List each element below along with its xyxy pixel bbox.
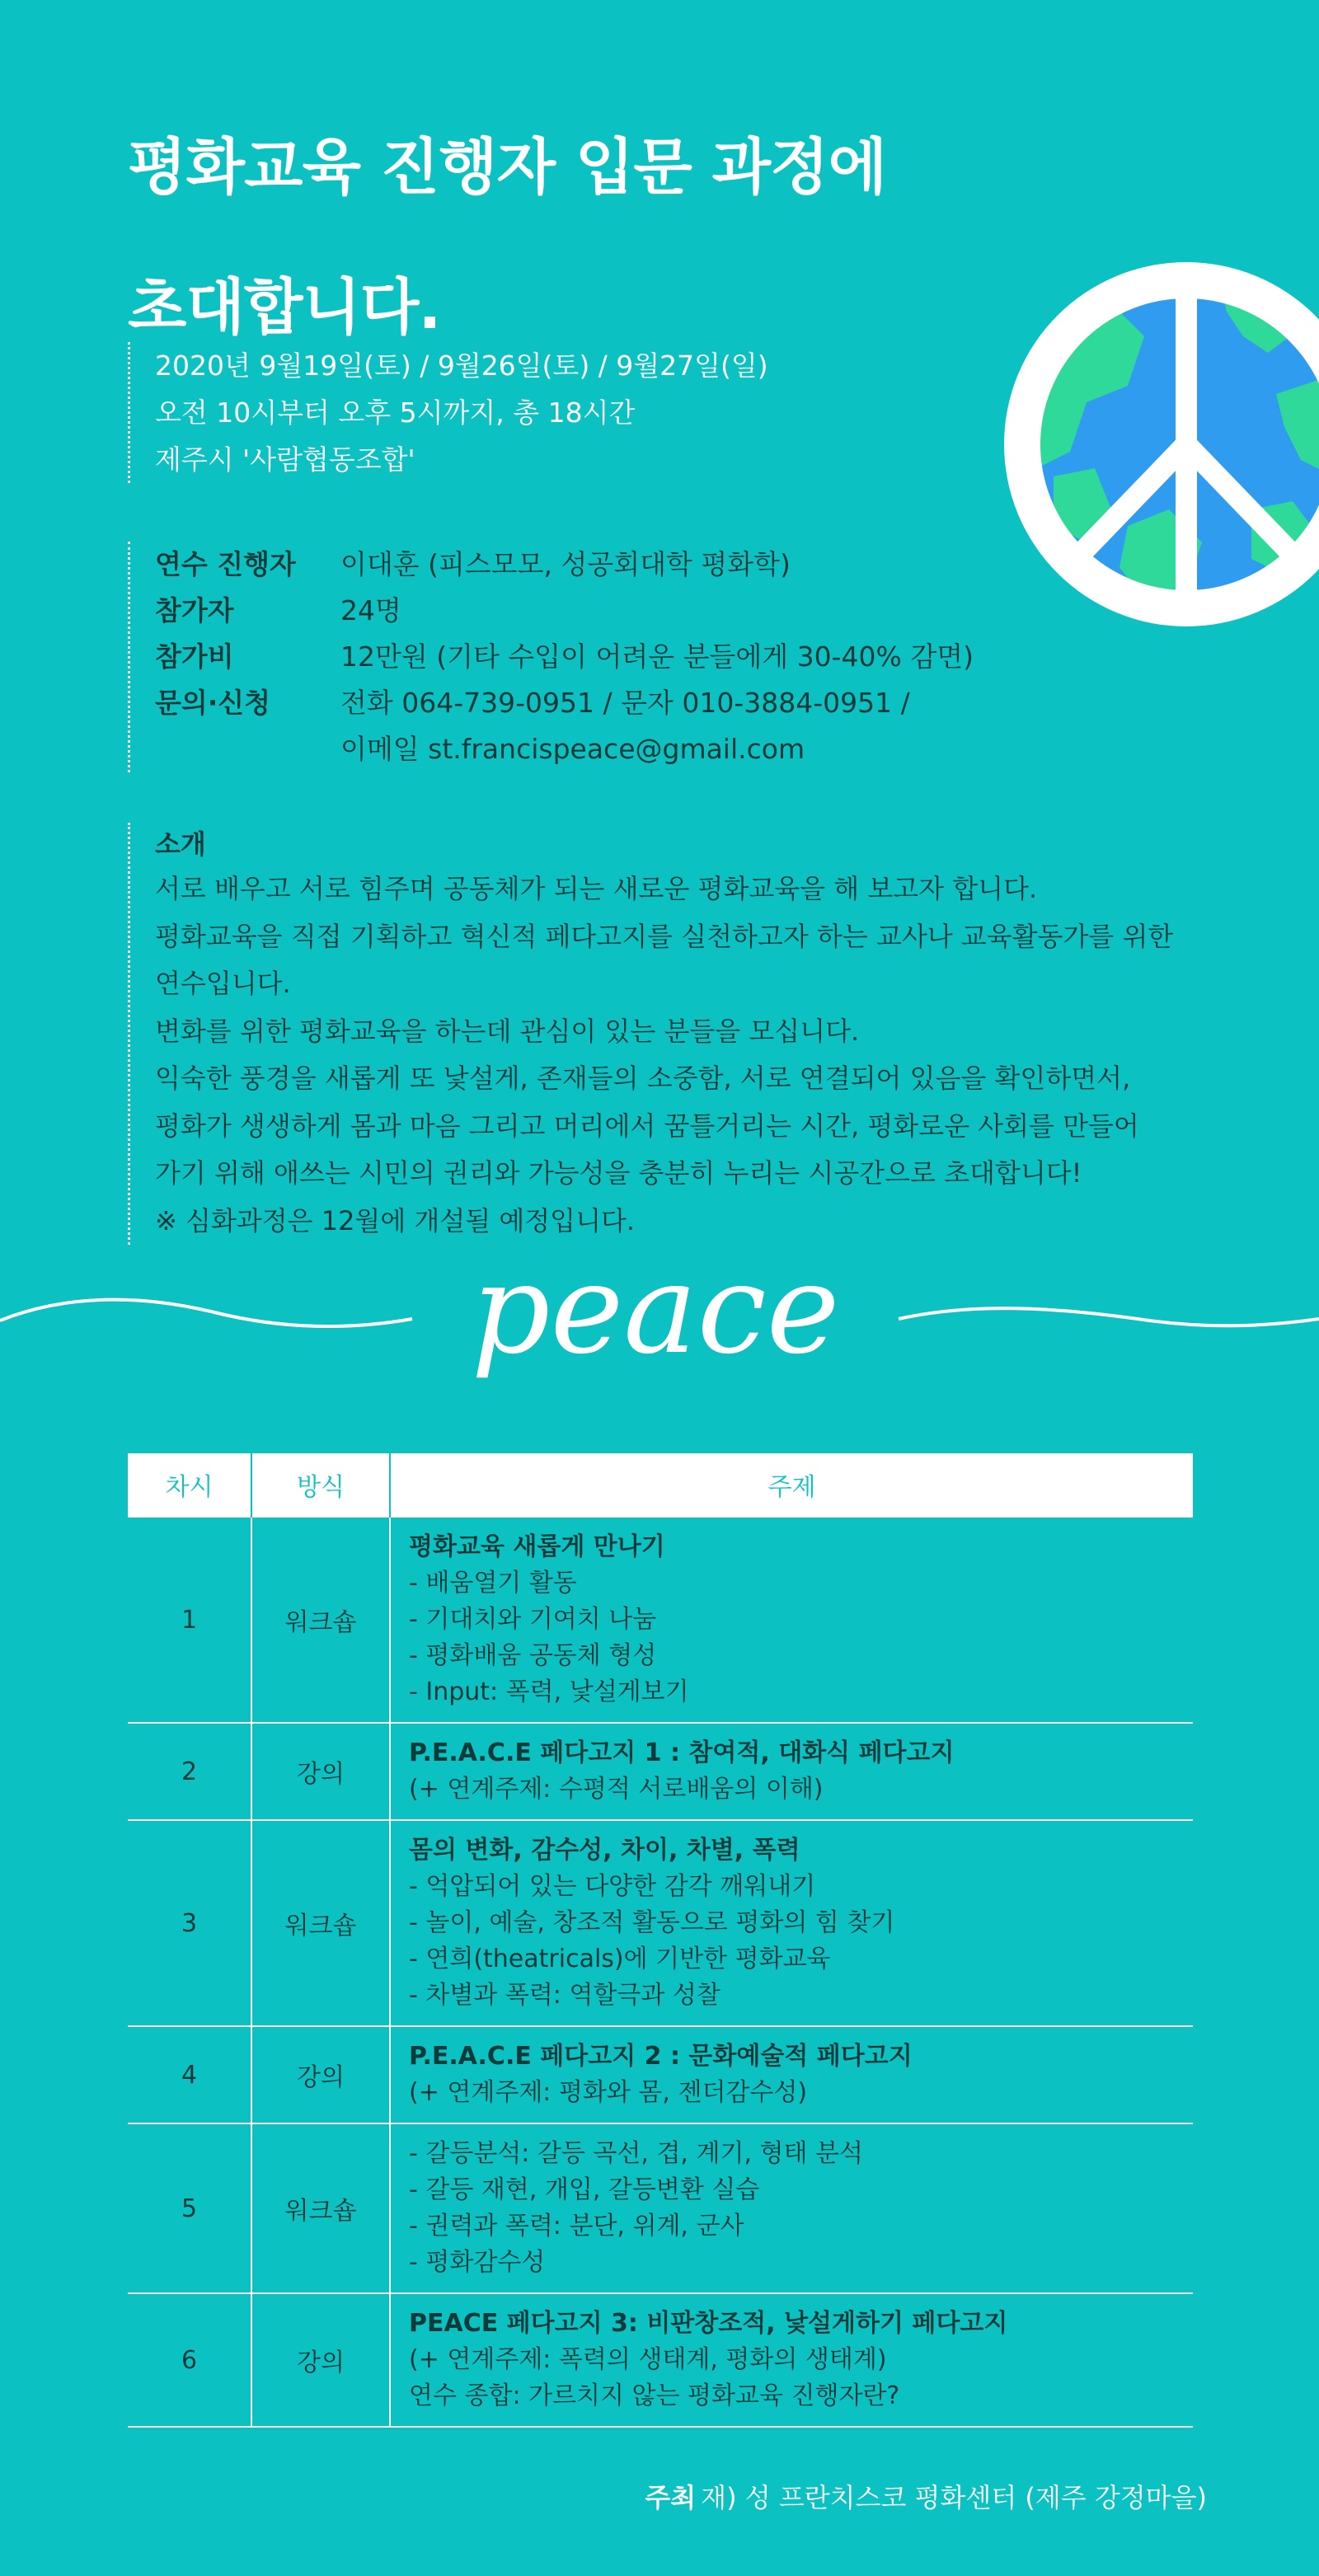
session-number: 1 [128,1517,251,1723]
session-topic [390,1517,1193,1723]
session-topic [390,1820,1193,2026]
intro-note: ※ 심화과정은 12월에 개설될 예정입니다. [155,1204,636,1236]
intro-section [128,823,1173,1245]
topic-item: - 배움열기 활동 [409,1569,577,1598]
info-row-fee [155,634,974,680]
topic-item: - 평화감수성 [409,2248,546,2277]
topic-title: 몸의 변화, 감수성, 차이, 차별, 폭력 [409,1836,800,1865]
contact-email[interactable]: 이메일 st.francispeace@gmail.com [340,733,805,765]
event-date: 2020년 9월19일(토) / 9월26일(토) / 9월27일(일) [155,350,768,382]
topic-item: (+ 연계주제: 수평적 서로배움의 이해) [409,1775,824,1804]
topic-item: - 차별과 폭력: 역할극과 성찰 [409,1981,721,2010]
table-header-row [128,1453,1193,1517]
organizer-label: 주최 [645,2482,697,2513]
info-label: 참가자 [155,594,234,626]
organizer-name: 재) 성 프란치스코 평화센터 (제주 강정마을) [701,2482,1207,2513]
table-row [128,1517,1193,1723]
info-label: 참가비 [155,640,234,673]
header-method: 방식 [251,1453,390,1517]
intro-line: 변화를 위한 평화교육을 하는데 관심이 있는 분들을 모십니다. [155,1015,860,1047]
session-number: 5 [128,2123,251,2293]
session-number: 4 [128,2026,251,2123]
topic-item: - 평화배움 공동체 형성 [409,1641,657,1670]
session-number: 3 [128,1820,251,2026]
organizer-footer [645,2477,1207,2515]
session-method: 강의 [251,2026,390,2123]
intro-line: 가기 위해 애쓰는 시민의 권리와 가능성을 충분히 누리는 시공간으로 초대합니다! [155,1157,1082,1189]
session-method: 워크숍 [251,2123,390,2293]
session-number: 2 [128,1723,251,1820]
schedule-table [128,1453,1193,2428]
table-row [128,1820,1193,2026]
topic-item: - 기대치와 기여치 나눔 [409,1605,657,1634]
topic-title: P.E.A.C.E 페다고지 2 : 문화예술적 페다고지 [409,2042,913,2071]
intro-line: 연수입니다. [155,968,291,999]
table-row [128,1723,1193,1820]
intro-heading: 소개 [155,828,206,860]
info-label: 연수 진행자 [155,548,296,580]
event-time: 오전 10시부터 오후 5시까지, 총 18시간 [155,396,636,429]
intro-line: 서로 배우고 서로 힘주며 공동체가 되는 새로운 평화교육을 해 보고자 합니다. [155,873,1038,904]
topic-title: PEACE 페다고지 3: 비판창조적, 낯설게하기 페다고지 [409,2309,1008,2338]
page-title [128,97,886,378]
header-topic: 주제 [390,1453,1193,1517]
topic-item: - 갈등분석: 갈등 곡선, 겹, 계기, 형태 분석 [409,2139,863,2168]
session-topic [390,1723,1193,1820]
session-method: 강의 [251,2293,390,2427]
topic-item: - 억압되어 있는 다양한 감각 깨워내기 [409,1872,816,1901]
intro-line: 익숙한 풍경을 새롭게 또 낯설게, 존재들의 소중함, 서로 연결되어 있음을 확인하면서, [155,1063,1131,1094]
program-info [128,542,974,772]
title-line-2: 초대합니다. [128,272,441,343]
session-number: 6 [128,2293,251,2427]
topic-item: - 갈등 재현, 개입, 갈등변환 실습 [409,2175,760,2204]
title-line-1: 평화교육 진행자 입문 과정에 [128,132,887,203]
event-details [128,342,768,483]
session-topic [390,2026,1193,2123]
info-row-email [155,726,974,772]
info-value: 12만원 (기타 수입이 어려운 분들에게 30-40% 감면) [340,640,974,673]
info-label: 문의·신청 [155,687,271,719]
info-row-participants [155,588,974,634]
topic-item: 연수 종합: 가르치지 않는 평화교육 진행자란? [409,2381,900,2410]
event-place: 제주시 '사람협동조합' [155,443,415,476]
table-row [128,2026,1193,2123]
intro-line: 평화교육을 직접 기획하고 혁신적 페다고지를 실천하고자 하는 교사나 교육활동가를 위한 [155,920,1174,952]
topic-item: (+ 연계주제: 평화와 몸, 젠더감수성) [409,2078,808,2107]
script-word: peace [471,1261,840,1382]
session-topic [390,2123,1193,2293]
topic-item: (+ 연계주제: 폭력의 생태계, 평화의 생태계) [409,2345,887,2374]
topic-item: - 놀이, 예술, 창조적 활동으로 평화의 힘 찾기 [409,1908,895,1937]
session-method: 워크숍 [251,1517,390,1723]
peace-sign-globe-icon [1004,262,1319,626]
contact-phone: 전화 064-739-0951 / 문자 010-3884-0951 / [340,687,910,719]
info-row-leader [155,542,974,588]
topic-item: - 연희(theatricals)에 기반한 평화교육 [409,1945,831,1973]
topic-item: - 권력과 폭력: 분단, 위계, 군사 [409,2212,744,2241]
topic-title: 평화교육 새롭게 만나기 [409,1532,665,1561]
info-value: 이대훈 (피스모모, 성공회대학 평화학) [340,548,791,580]
header-session: 차시 [128,1453,251,1517]
topic-title: P.E.A.C.E 페다고지 1 : 참여적, 대화식 페다고지 [409,1738,955,1767]
session-method: 강의 [251,1723,390,1820]
intro-line: 평화가 생생하게 몸과 마음 그리고 머리에서 꿈틀거리는 시간, 평화로운 사회를 만들어 [155,1110,1139,1142]
info-value: 24명 [340,594,401,626]
table-row [128,2123,1193,2293]
session-method: 워크숍 [251,1820,390,2026]
peace-script-wave [0,1261,1319,1426]
session-topic [390,2293,1193,2427]
topic-item: - Input: 폭력, 낯설게보기 [409,1677,689,1706]
info-label-empty [155,726,340,772]
table-row [128,2293,1193,2427]
info-row-contact [155,680,974,726]
